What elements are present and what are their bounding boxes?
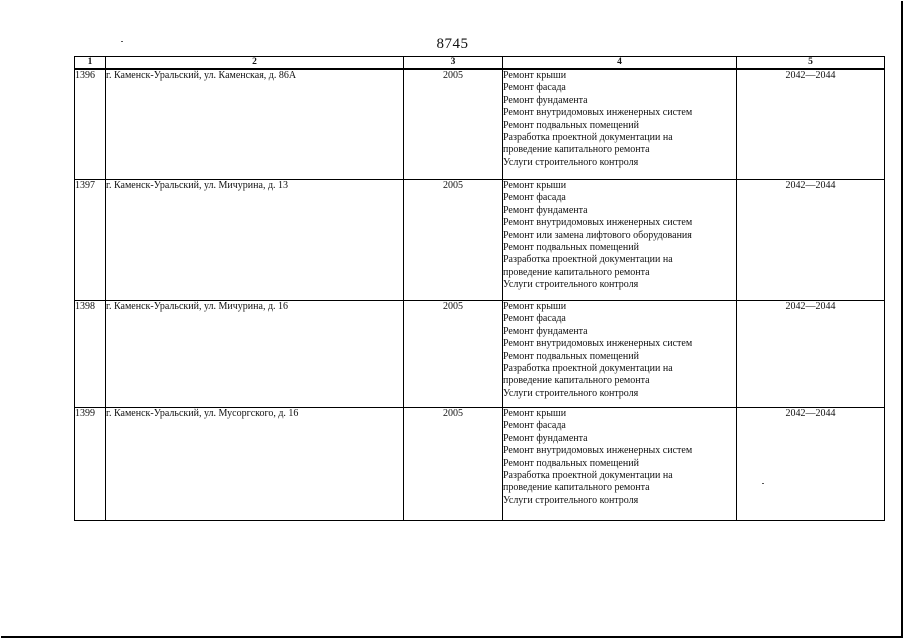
work-item: Ремонт подвальных помещений	[503, 350, 639, 362]
row-number: 1397	[75, 180, 106, 301]
row-number: 1396	[75, 69, 106, 180]
work-item: Ремонт крыши	[503, 408, 567, 419]
row-number: 1398	[75, 301, 106, 408]
scan-speck	[121, 41, 123, 42]
header-col-3: 3	[404, 57, 503, 70]
build-year: 2005	[404, 408, 503, 521]
work-item: проведение капитального ремонта	[503, 144, 650, 156]
header-col-4: 4	[503, 57, 737, 70]
build-year: 2005	[404, 180, 503, 301]
work-item: проведение капитального ремонта	[503, 375, 650, 387]
repair-period: 2042—2044	[737, 408, 885, 521]
work-item: Ремонт фундамента	[503, 94, 588, 106]
repair-works	[503, 69, 737, 180]
work-item: Услуги строительного контроля	[503, 156, 639, 168]
table-row	[75, 301, 885, 408]
repair-works	[503, 408, 737, 521]
table-row	[75, 69, 885, 180]
repair-period: 2042—2044	[737, 69, 885, 180]
work-item: Услуги строительного контроля	[503, 387, 639, 399]
row-number: 1399	[75, 408, 106, 521]
work-item: Ремонт подвальных помещений	[503, 457, 639, 469]
build-year: 2005	[404, 301, 503, 408]
work-item: Ремонт подвальных помещений	[503, 119, 639, 131]
building-address: г. Каменск-Уральский, ул. Каменская, д. 86А	[106, 69, 404, 180]
work-item: Ремонт фасада	[503, 313, 566, 325]
work-item: Разработка проектной документации на	[503, 132, 673, 144]
work-item: Разработка проектной документации на	[503, 254, 673, 266]
work-item: Ремонт внутридомовых инженерных систем	[503, 338, 693, 350]
work-item: Ремонт фасада	[503, 420, 566, 432]
work-item: Ремонт фундамента	[503, 432, 588, 444]
page-number: 8745	[436, 36, 469, 52]
repair-period: 2042—2044	[737, 301, 885, 408]
work-item: Ремонт подвальных помещений	[503, 242, 639, 254]
header-col-5: 5	[737, 57, 885, 70]
header-row	[75, 57, 885, 70]
table-row	[75, 180, 885, 301]
building-address: г. Каменск-Уральский, ул. Мичурина, д. 16	[106, 301, 404, 408]
repair-schedule-table	[74, 56, 885, 521]
work-item: Ремонт внутридомовых инженерных систем	[503, 217, 693, 229]
work-item: Ремонт крыши	[503, 301, 567, 312]
work-item: Ремонт внутридомовых инженерных систем	[503, 107, 693, 119]
work-item: Ремонт крыши	[503, 180, 567, 191]
repair-works	[503, 180, 737, 301]
work-item: Разработка проектной документации на	[503, 470, 673, 482]
work-item: Разработка проектной документации на	[503, 363, 673, 375]
work-item: Ремонт внутридомовых инженерных систем	[503, 445, 693, 457]
work-item: Услуги строительного контроля	[503, 279, 639, 291]
work-item: Ремонт фундамента	[503, 325, 588, 337]
repair-works	[503, 301, 737, 408]
work-item: Ремонт фасада	[503, 82, 566, 94]
header-col-2: 2	[106, 57, 404, 70]
repair-period: 2042—2044	[737, 180, 885, 301]
table-row	[75, 408, 885, 521]
work-item: Ремонт крыши	[503, 70, 567, 81]
building-address: г. Каменск-Уральский, ул. Мичурина, д. 13	[106, 180, 404, 301]
work-item: проведение капитального ремонта	[503, 482, 650, 494]
header-col-1: 1	[75, 57, 106, 70]
building-address: г. Каменск-Уральский, ул. Мусоргского, д. 16	[106, 408, 404, 521]
build-year: 2005	[404, 69, 503, 180]
work-item: проведение капитального ремонта	[503, 266, 650, 278]
work-item: Услуги строительного контроля	[503, 494, 639, 506]
work-item: Ремонт или замена лифтового оборудования	[503, 229, 692, 241]
work-item: Ремонт фасада	[503, 192, 566, 204]
work-item: Ремонт фундамента	[503, 204, 588, 216]
